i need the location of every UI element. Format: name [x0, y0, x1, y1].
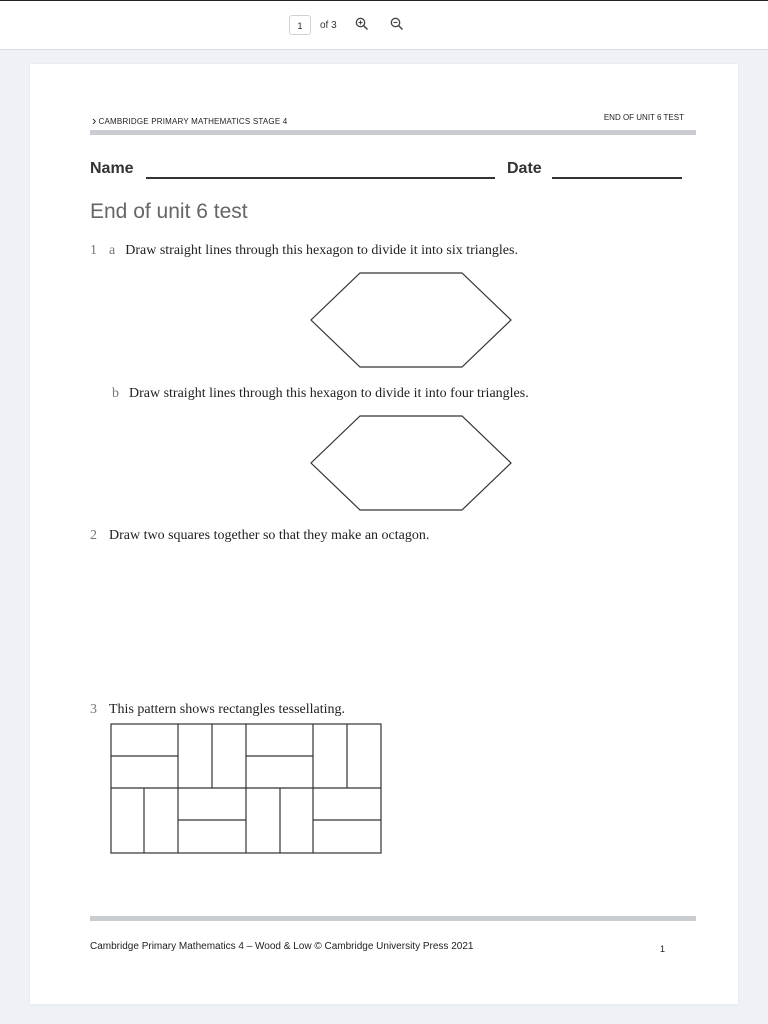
zoom-out-icon	[390, 17, 404, 31]
question-text: Draw straight lines through this hexagon to divide it into four triangles.	[129, 386, 529, 401]
question-1a	[90, 243, 518, 259]
question-2	[90, 528, 429, 544]
hexagon-figure-a	[308, 270, 514, 370]
question-number: 2	[90, 528, 97, 543]
zoom-in-icon	[355, 17, 369, 31]
viewer-toolbar	[0, 0, 768, 50]
date-label: Date	[507, 160, 542, 177]
name-label: Name	[90, 160, 134, 177]
running-header-left	[92, 112, 287, 127]
chevron-right-icon: ›	[92, 113, 97, 128]
header-left-text: CAMBRIDGE PRIMARY MATHEMATICS STAGE 4	[98, 117, 288, 126]
footer-text: Cambridge Primary Mathematics 4 – Wood & Low © Cambridge University Press 2021	[90, 941, 474, 952]
page-number-input[interactable]: 1	[289, 15, 311, 35]
name-answer-line	[146, 177, 495, 179]
running-header-right: END OF UNIT 6 TEST	[603, 113, 684, 122]
header-rule	[90, 130, 696, 135]
question-text: This pattern shows rectangles tessellating.	[109, 702, 345, 717]
zoom-out-button[interactable]	[387, 14, 407, 34]
tessellation-figure	[110, 723, 382, 854]
hexagon-figure-b	[308, 413, 514, 513]
date-answer-line	[552, 177, 682, 179]
question-text: Draw straight lines through this hexagon to divide it into six triangles.	[125, 243, 518, 258]
footer-page-number: 1	[660, 944, 666, 954]
question-part: a	[109, 243, 116, 258]
document-page	[30, 64, 738, 1004]
question-text: Draw two squares together so that they make an octagon.	[109, 528, 430, 543]
question-3	[90, 702, 345, 718]
question-1b	[112, 386, 529, 402]
footer-rule	[90, 916, 696, 921]
page-title: End of unit 6 test	[90, 200, 248, 223]
question-number: 3	[90, 702, 97, 717]
question-number: 1	[90, 243, 97, 258]
page-count-label: of 3	[320, 20, 337, 31]
question-part: b	[112, 386, 119, 401]
zoom-in-button[interactable]	[352, 14, 372, 34]
